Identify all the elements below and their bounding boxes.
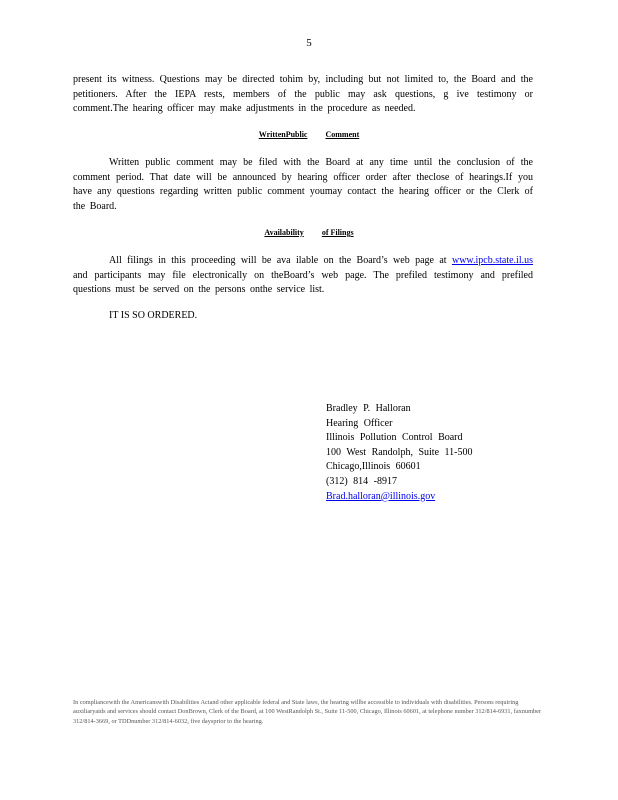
signature-name: Bradley P. Halloran (326, 403, 411, 414)
accessibility-footnote: In compliancewith the Americanswith Disabilities Actand other applicable federal and State laws, the hearing willbe accessible to individuals with disabilities. Persons requiring auxiliaryaids and services should contact DonBrown, Clerk of the Board, at 100 WestRandolph St., Suite 11-500, Chicago, Illinois 60601, at telephone number 312/814-6931, faxnumber 312/814-3669, or TDDnumber 312/814-6032, five daysprior to the hearing. (73, 699, 542, 725)
board-website-link[interactable]: www.ipcb.state.il.us (451, 255, 533, 266)
signature-phone: (312) 814 -8917 (326, 475, 397, 487)
availability-text-after-link: and participants may file electronically on theBoard’s web page. The prefiled testimony and prefiled questions must be served on the persons onthe service list. (73, 269, 533, 295)
written-public-comment-heading (0, 130, 618, 139)
signature-street: 100 West Randolph, Suite 11-500 (326, 446, 473, 458)
intro-paragraph: present its witness. Questions may be directed tohim by, including but not limited to, the Board and the petitioners. After the IEPA rests, members of the public may ask questions, g ive testimony or comment.The hearing officer may make adjustments in the procedure as needed. (73, 74, 533, 114)
signature-organization: Illinois Pollution Control Board (326, 432, 463, 444)
availability-heading-part1: Availability (264, 228, 304, 237)
signature-city: Chicago,Illinois 60601 (326, 461, 421, 473)
availability-text-before-link: All filings in this proceeding will be ava ilable on the Board’s web page at (109, 255, 447, 266)
written-comment-heading-part1: WrittenPublic (258, 130, 308, 139)
ordered-statement: IT IS SO ORDERED. (109, 310, 198, 321)
signature-title: Hearing Officer (326, 417, 393, 429)
availability-of-filings-heading (0, 228, 618, 237)
written-comment-heading-part2: Comment (325, 130, 360, 139)
signature-block (326, 402, 546, 504)
written-comment-paragraph: Written public comment may be filed with the Board at any time until the conclusion of the comment period. That date will be announced by hearing officer order after theclose of hearings.If you have any questions regarding written public comment youmay contact the hearing officer or the Clerk of the Board. (73, 157, 533, 212)
signature-email-link[interactable]: Brad.halloran@illinois.gov (326, 490, 436, 502)
availability-heading-part2: of Filings (321, 228, 354, 237)
availability-paragraph (73, 254, 533, 298)
page-number: 5 (306, 37, 312, 49)
